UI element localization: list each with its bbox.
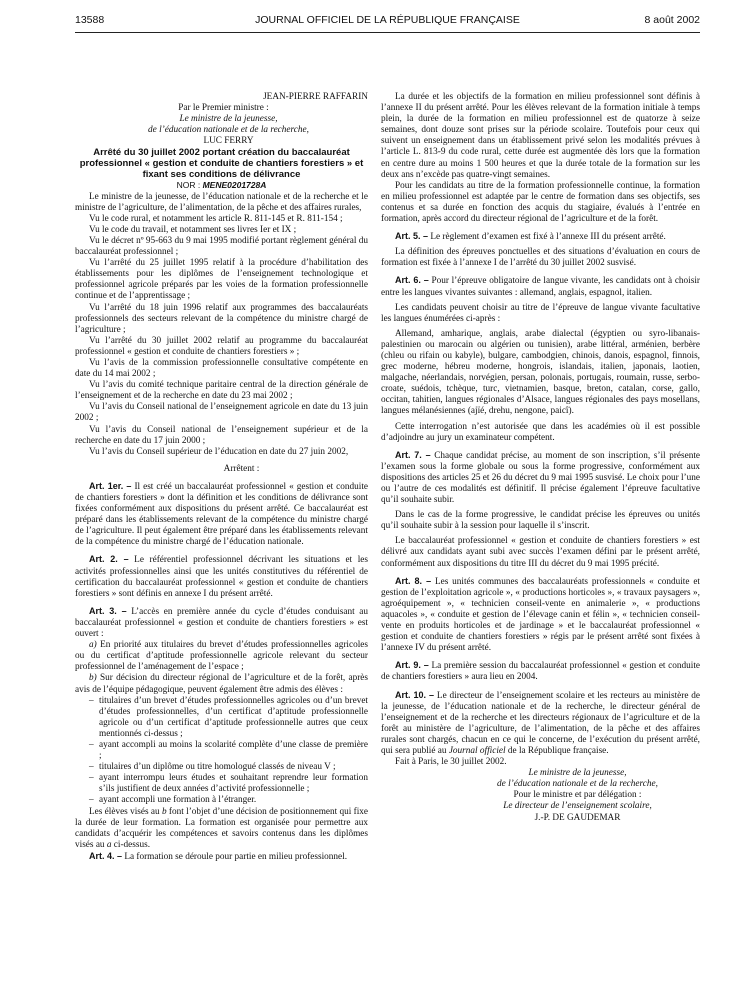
list-item: – titulaires d’un brevet d’études professionnelles agricoles ou d’un brevet d’études professionnelles, d’un certificat d’aptitude professionnelle agricole ou d’un certificat d’aptitude professionnelle autres que ceux mentionnés ci-dessus ; bbox=[89, 696, 368, 740]
article-10 bbox=[381, 690, 700, 758]
article-2 bbox=[75, 554, 368, 599]
list-item: – ayant accompli une formation à l’étranger. bbox=[89, 795, 368, 806]
visa-5: Vu l’arrêté du 18 juin 1996 relatif aux programmes des baccalauréats professionnels des secteurs relevant de la compétence du ministre chargé de l’agriculture ; bbox=[75, 302, 368, 335]
article-6-label: Art. 6. – bbox=[395, 275, 429, 286]
article-5-text: Le règlement d’examen est fixé à l’annexe III du présent arrêté. bbox=[430, 232, 666, 243]
article-10-text-2: de la République française. bbox=[507, 745, 609, 756]
signature-role-3: Le directeur de l’enseignement scolaire, bbox=[503, 801, 652, 812]
article-3-b bbox=[75, 673, 368, 695]
article-3-b-mark: b) bbox=[89, 673, 97, 684]
signatory-name-2: LUC FERRY bbox=[203, 136, 254, 147]
article-10-text-1: Le directeur de l’enseignement scolaire et les recteurs au ministère de la jeunesse, de l’éducation nationale et de la recherche, le directeur général de l’enseignement et de la recherche et les directeurs régionaux de l’agriculture et de la forêt au ministère de l’agriculture, de l’alimentation, de la pêche et des affaires rurales sont chargés, chacun en ce qui le concerne, de l’exécution du présent arrêté, qui sera publié au bbox=[381, 690, 701, 756]
paragraph: Dans le cas de la forme progressive, le candidat précise les épreuves ou unités qu’il souhaite subir à la session pour laquelle il s’inscrit. bbox=[381, 510, 700, 532]
left-column bbox=[75, 92, 368, 863]
article-2-label: Art. 2. – bbox=[89, 554, 129, 565]
visa-4: Vu l’arrêté du 25 juillet 1995 relatif à la procédure d’habilitation des établissements pour les diplômes de l’enseignement technologique et professionnel agricole préparés par les voies de la formation professionnelle continue et de l’apprentissage ; bbox=[75, 258, 368, 302]
page-header bbox=[75, 14, 700, 30]
paragraph: La définition des épreuves ponctuelles et des situations d’évaluation en cours de formation est fixée à l’annexe I de l’arrêté du 30 juillet 2002 susvisé. bbox=[381, 247, 700, 269]
article-3-end-3: ci-dessus. bbox=[113, 839, 151, 850]
article-5-label: Art. 5. – bbox=[395, 231, 429, 242]
article-1-label: Art. 1er. – bbox=[89, 480, 132, 491]
page-number: 13588 bbox=[75, 14, 105, 26]
nor-label: NOR : bbox=[176, 180, 201, 191]
paragraph: Les candidats peuvent choisir au titre de l’épreuve de langue vivante facultative les langues énumérées ci-après : bbox=[381, 302, 700, 324]
article-5 bbox=[381, 231, 700, 243]
article-3-b-text: Sur décision du directeur régional de l’agriculture et de la forêt, après avis de l’équipe pédagogique, peuvent également être admis des élèves : bbox=[75, 673, 368, 695]
article-3-label: Art. 3. – bbox=[89, 605, 127, 616]
article-3-a-text: En priorité aux titulaires du brevet d’études professionnelles agricoles ou du certificat d’aptitude professionnelle agricole relevant du secteur professionnel de l’aménagement de l’espace ; bbox=[75, 640, 369, 673]
article-9 bbox=[381, 660, 700, 683]
header-rule bbox=[75, 32, 700, 33]
article-2-text: Le référentiel professionnel décrivant les situations et les activités professionnelles ainsi que les unités constitutives du référentiel de certification du baccalauréat professionnel « gestion et conduite de chantiers forestiers » sont définis en annexe I du présent arrêté. bbox=[75, 555, 368, 599]
article-6 bbox=[381, 275, 700, 298]
article-4 bbox=[75, 851, 368, 863]
list-item: – ayant accompli au moins la scolarité complète d’une classe de première ; bbox=[89, 740, 368, 762]
article-8-text: Les unités communes des baccalauréats professionnels « conduite et gestion de l’exploitation agricole », « productions horticoles », « travaux paysagers », agroéquipement », « technicien conseil-vente en animalerie », « productions aquacoles », « conduite et gestion de l’élevage canin et félin », « technicien conseil-vente en produits horticoles et de jardinage » et le baccalauréat professionnel « gestion et conduite de chantiers forestiers » régis par le présent arrêté sont fixées à l’annexe IV du présent arrêté. bbox=[381, 576, 701, 654]
article-7-label: Art. 7. – bbox=[395, 449, 431, 460]
decree-title: Arrêté du 30 juillet 2002 portant création du baccalauréat professionnel « gestion et conduite de chantiers forestiers » et fixant ses conditions de délivrance bbox=[79, 147, 364, 181]
signatory-by: Par le Premier ministre : bbox=[178, 103, 269, 114]
paragraph: Pour les candidats au titre de la formation professionnelle continue, la formation en milieu professionnel est adaptée par le centre de formation dans ses objectifs, ses contenus et sa durée en fonction des acquis du stagiaire, évalués à l’entrée en formation, après accord du directeur régional de l’agriculture et de la forêt. bbox=[381, 180, 700, 225]
article-9-text: La première session du baccalauréat professionnel « gestion et conduite de chantiers forestiers » aura lieu en 2004. bbox=[381, 661, 701, 683]
article-7 bbox=[381, 450, 700, 506]
article-3-end-1: Les élèves visés au bbox=[89, 806, 160, 817]
list-item: – ayant interrompu leurs études et souhaitant reprendre leur formation s’ils justifient de deux années d’activité professionnelle ; bbox=[89, 773, 368, 795]
signature-role-2: de l’éducation nationale et de la recherche, bbox=[497, 779, 658, 790]
paragraph: La durée et les objectifs de la formation en milieu professionnel sont définis à l’annexe II du présent arrêté. Pour les élèves relevant de la formation initiale à temps plein, la durée de la formation en milieu professionnel est de quatorze à seize semaines, dont douze sont prises sur la période scolaire. Toutefois pour ceux qui suivent un enseignement dans un établissement privé selon les modalités prévues à l’article L. 813-9 du code rural, cette durée est augmentée dès lors que la formation en centre dure au moins 1 500 heures et que la durée totale de la formation sur les deux ans n’excède pas quatre-vingt semaines. bbox=[381, 92, 700, 180]
signatory-role-1: Le ministre de la jeunesse, bbox=[179, 114, 278, 125]
signature-delegation: Pour le ministre et par délégation : bbox=[513, 790, 642, 801]
article-8 bbox=[381, 576, 700, 655]
signatory-role-2: de l’éducation nationale et de la recherche, bbox=[148, 125, 309, 136]
article-9-label: Art. 9. – bbox=[395, 660, 429, 671]
article-8-label: Art. 8. – bbox=[395, 575, 432, 586]
paragraph: Le baccalauréat professionnel « gestion et conduite de chantiers forestiers » est délivré aux candidats ayant subi avec succès l’examen défini par le présent arrêté, conformément aux dispositions du titre III du décret du 9 mai 1995 précité. bbox=[381, 536, 700, 569]
article-3-end-2: font l’objet d’une décision de positionnement qui fixe la durée de leur formation. La formation est organisée pour permettre aux candidats d’acquérir les compétences et savoirs contenus dans les diplômes visés au bbox=[75, 806, 369, 850]
signature-name: J.-P. DE GAUDEMAR bbox=[534, 812, 621, 823]
article-3-end-b: b bbox=[161, 806, 167, 817]
preamble: Le ministre de la jeunesse, de l’éducation nationale et de la recherche et le ministre de l’agriculture, de l’alimentation, de la pêche et des affaires rurales, bbox=[75, 191, 368, 213]
article-3-end bbox=[75, 807, 368, 851]
article-1 bbox=[75, 481, 368, 549]
paragraph: Cette interrogation n’est autorisée que dans les académies où il est possible d’adjoindre au jury un examinateur compétent. bbox=[381, 421, 700, 443]
list-item: – titulaires d’un diplôme ou titre homologué classés de niveau V ; bbox=[89, 762, 368, 773]
visa-8: Vu l’avis du comité technique paritaire central de la direction générale de l’enseignement et de la recherche en date du 23 mai 2002 ; bbox=[75, 380, 368, 402]
article-3 bbox=[75, 606, 368, 640]
article-4-label: Art. 4. – bbox=[89, 850, 123, 861]
article-3-a bbox=[75, 640, 368, 673]
journal-title: JOURNAL OFFICIEL DE LA RÉPUBLIQUE FRANÇAISE bbox=[255, 14, 520, 26]
visa-6: Vu l’arrêté du 30 juillet 2002 relatif au programme du baccalauréat professionnel « gestion et conduite de chantiers forestiers » ; bbox=[75, 335, 368, 357]
article-6-text: Pour l’épreuve obligatoire de langue vivante, les candidats ont à choisir entre les langues vivantes suivantes : allemand, anglais, espagnol, italien. bbox=[381, 276, 701, 298]
arretent: Arrêtent : bbox=[223, 463, 260, 474]
article-3-a-mark: a) bbox=[89, 640, 97, 651]
issue-date: 8 août 2002 bbox=[644, 14, 700, 26]
nor-code: MENE0201728A bbox=[202, 180, 267, 191]
article-3-end-a: a bbox=[106, 839, 112, 850]
language-list: Allemand, amharique, anglais, arabe dialectal (égyptien ou syro-libanais-palestinien ou marocain ou algérien ou tunisien), arabe littéral, arménien, berbère (chleu ou rifain ou kabyle), bulgare, cambodgien, chinois, danois, espagnol, finnois, grec moderne, hébreu moderne, hongrois, islandais, italien, japonais, laotien, malgache, néerlandais, norvégien, persan, polonais, portugais, roumain, russe, serbo-croate, suédois, tchèque, turc, vietnamien, basque, breton, catalan, corse, gallo, occitan, tahitien, langues régionales d’Alsace, langues régionales des pays mosellans, langues mélanésiennes (ajïé, drehu, nengone, paicî). bbox=[381, 328, 700, 417]
article-7-text: Chaque candidat précise, au moment de son inscription, s’il présente l’examen sous la forme globale ou sous la forme progressive, conformément aux dispositions des articles 25 et 26 du décret du 9 mai 1995 susvisé. Le choix pour l’une ou l’autre de ces modalités est définitif. Il précise également l’épreuve facultative qu’il souhaite subir. bbox=[381, 450, 701, 506]
signatory-name: JEAN-PIERRE RAFFARIN bbox=[263, 92, 368, 102]
visa-11: Vu l’avis du Conseil supérieur de l’éducation en date du 27 juin 2002, bbox=[89, 446, 349, 457]
article-1-text: Il est créé un baccalauréat professionnel « gestion et conduite de chantiers forestiers » dont la définition et les conditions de délivrance sont fixées conformément aux dispositions du présent arrêté. Ce baccalauréat est préparé dans les établissements relevant de la compétence du ministre chargé de l’agriculture. Il peut également être préparé dans les établissements relevant de la compétence du ministre chargé de l’éducation nationale. bbox=[75, 481, 368, 548]
article-10-journal: Journal officiel bbox=[448, 745, 506, 756]
article-10-label: Art. 10. – bbox=[395, 689, 435, 700]
visa-10: Vu l’avis du Conseil national de l’enseignement supérieur et de la recherche en date du 17 juin 2000 ; bbox=[75, 424, 368, 446]
visa-7: Vu l’avis de la commission professionnelle consultative compétente en date du 14 mai 2002 ; bbox=[75, 357, 368, 380]
visa-1: Vu le code rural, et notamment les article R. 811-145 et R. 811-154 ; bbox=[89, 213, 343, 224]
visa-2: Vu le code du travail, et notamment ses livres Ier et IX ; bbox=[89, 224, 297, 235]
article-4-text: La formation se déroule pour partie en milieu professionnel. bbox=[124, 851, 348, 862]
article-3-list bbox=[75, 696, 368, 807]
visa-9: Vu l’avis du Conseil national de l’enseignement agricole en date du 13 juin 2002 ; bbox=[75, 402, 368, 424]
nor-reference bbox=[75, 180, 368, 191]
signature-role-1: Le ministre de la jeunesse, bbox=[528, 768, 627, 779]
right-column bbox=[381, 92, 700, 824]
place-date: Fait à Paris, le 30 juillet 2002. bbox=[395, 757, 507, 768]
article-3-text: L’accès en première année du cycle d’études conduisant au baccalauréat professionnel « gestion et conduite de chantiers forestiers » est ouvert : bbox=[75, 606, 368, 640]
visa-3: Vu le décret nº 95-663 du 9 mai 1995 modifié portant règlement général du baccalauréat professionnel ; bbox=[75, 235, 368, 258]
